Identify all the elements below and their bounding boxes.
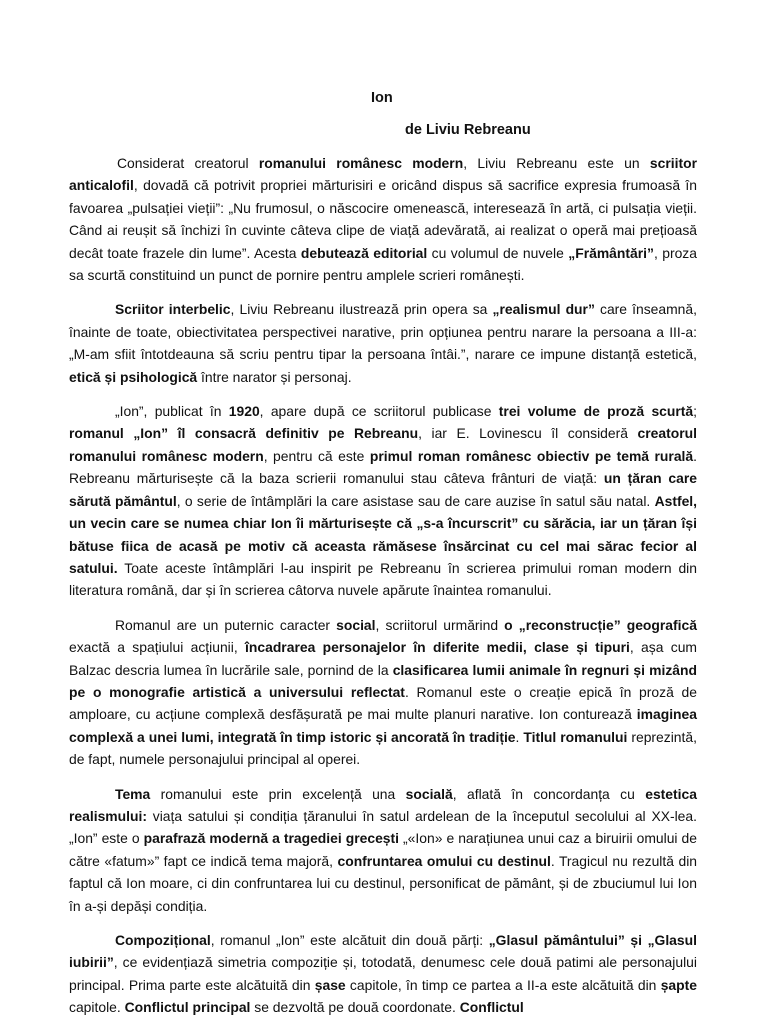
bold-text-run: debutează editorial: [300, 244, 428, 261]
text-run: Romanul are un puternic caracter: [115, 616, 337, 633]
text-run: , apare după ce scriitorul publicase: [259, 403, 499, 420]
bold-text-run: încadrarea personajelor în diferite medii, clase și tipuri: [245, 639, 630, 656]
bold-text-run: o „reconstrucție” geografică: [504, 616, 697, 633]
bold-text-run: scriitor anticalofil: [69, 155, 697, 194]
text-run: Toate aceste întâmplări l-au inspirit pe Rebreanu în scrierea primului roman modern din literatura română, dar și în scrierea câtorva nuvele apărute înaintea romanului.: [69, 559, 697, 599]
bold-text-run: Conflictul: [459, 999, 524, 1016]
text-run: viața satului și condiția țăranului în satul ardelean de la începutul secolului al XX-lea. „Ion” este o: [69, 807, 697, 847]
text-run: . Romanul este o creație epică în proză de amploare, cu acțiune complexă desfășurată pe mai multe planuri narative. Ion conturează: [69, 683, 697, 723]
text-run: Considerat creatorul: [117, 155, 259, 171]
bold-text-run: etică și psihologică: [69, 368, 198, 385]
bold-text-run: Conflictul principal: [124, 999, 251, 1016]
text-run: . Tragicul nu rezultă din faptul că Ion moare, ci din confruntarea lui cu destinul, personificat de pământ, și de zbuciumul lui Ion în a-și depăși condiția.: [69, 852, 698, 914]
text-run: , romanul „Ion” este alcătuit din două părți:: [210, 932, 489, 948]
bold-text-run: șapte: [660, 976, 697, 993]
bold-text-run: trei volume de proză scurtă: [498, 403, 694, 420]
bold-text-run: confruntarea omului cu destinul: [337, 852, 551, 869]
text-run: , iar E. Lovinescu îl consideră: [418, 425, 638, 442]
paragraph-interbelic: [69, 298, 697, 388]
text-run: „Ion”, publicat în: [115, 403, 229, 420]
bold-text-run: „Glasul pământului” și „Glasul iubirii”: [69, 932, 697, 971]
paragraph-composition: [69, 929, 697, 1019]
bold-text-run: șase: [314, 976, 346, 993]
bold-text-run: primul roman românesc obiectiv pe temă rurală: [369, 447, 694, 464]
bold-text-run: un țăran care sărută pământul: [69, 470, 697, 509]
bold-text-run: clasificarea lumii animale în regnuri și mizând pe o monografie artistică a universului reflectat: [69, 661, 697, 700]
text-run: ;: [693, 403, 697, 420]
text-run: , pentru că este: [263, 447, 370, 464]
paragraph-social-character: [69, 614, 697, 771]
bold-text-run: „realismul dur”: [492, 301, 595, 318]
text-run: se dezvoltă pe două coordonate.: [250, 999, 460, 1016]
bold-text-run: Tema: [115, 785, 151, 802]
text-run: , aflată în concordanța cu: [452, 785, 646, 802]
bold-text-run: Scriitor interbelic: [115, 301, 231, 318]
bold-text-run: romanul „Ion” îl consacră definitiv pe Rebreanu: [69, 425, 419, 442]
text-run: romanului este prin excelență una: [150, 785, 406, 802]
text-run: care înseamnă, înainte de toate, obiectivitatea perspectivei narative, prin opțiunea pentru narare la persoana a III-a: „M-am sfiit întotdeauna să scriu pentru tipar la persoana întâi.”, narare ce impune distanță estetică,: [69, 301, 697, 363]
bold-text-run: estetica realismului:: [69, 785, 697, 824]
text-run: , scriitorul urmărind: [375, 616, 505, 633]
text-run: exactă a spațiului acțiunii,: [69, 639, 246, 656]
paragraph-intro: [69, 152, 697, 286]
text-run: „«Ion» e narațiunea unui caz a biruirii omului de către «fatum»” fapt ce indică tema majoră,: [69, 830, 697, 869]
bold-text-run: 1920: [228, 403, 260, 420]
paragraph-publication: [69, 400, 697, 602]
bold-text-run: socială: [405, 785, 453, 802]
bold-text-run: parafrază modernă a tragediei grecești: [143, 830, 400, 847]
text-run: reprezintă, de fapt, numele personajului principal al operei.: [69, 728, 697, 768]
document-title: Ion: [371, 90, 393, 106]
text-run: între narator și personaj.: [197, 368, 352, 385]
text-run: . Rebreanu mărturisește că la baza scrierii romanului stau câteva frânturi de viață:: [69, 447, 697, 487]
text-run: , Liviu Rebreanu este un: [463, 155, 650, 171]
bold-text-run: Astfel, un vecin care se numea chiar Ion îi mărturisește că „s-a încurscrit” cu sărăcia, iar un țăran își bătuse fiica de acasă pe motiv că aceasta rămăsese însărcinat cu cel mai sărac fecior al satului.: [69, 492, 698, 576]
bold-text-run: social: [336, 616, 376, 633]
text-run: , Liviu Rebreanu ilustrează prin opera sa: [230, 301, 493, 318]
document-author-line: de Liviu Rebreanu: [405, 122, 531, 138]
text-run: capitole.: [69, 999, 125, 1016]
bold-text-run: Compozițional: [115, 932, 211, 948]
paragraph-theme: [69, 783, 697, 917]
bold-text-run: Titlul romanului: [523, 728, 628, 745]
text-run: , așa cum Balzac descria lumea în lucrările sale, pornind de la: [69, 639, 697, 678]
text-run: , proza sa scurtă constituind un punct de pornire pentru amplele scrieri românești.: [69, 244, 697, 284]
bold-text-run: creatorul romanului românesc modern: [69, 425, 697, 464]
text-run: cu volumul de nuvele: [427, 244, 569, 261]
bold-text-run: romanului românesc modern: [258, 155, 464, 171]
text-run: , o serie de întâmplări la care asistase sau de care auzise în satul său natal.: [176, 492, 655, 509]
text-run: , dovadă că potrivit propriei mărturisiri e oricând dispus să sacrifice expresia frumoasă în favoarea „pulsației vieții”: „Nu frumosul, o născocire omenească, interesează în artă, ci pulsația vieții. Când ai reușit să închizi în cuvinte câteva clipe de viață adevărată, ai realizat o operă mai prețioasă decât toate frazele din lume”. Acesta: [69, 177, 697, 261]
text-run: .: [515, 728, 524, 745]
bold-text-run: „Frământări”: [568, 244, 654, 261]
bold-text-run: imaginea complexă a unei lumi, integrată în timp istoric și ancorată în tradiție: [69, 706, 697, 745]
text-run: capitole, în timp ce partea a II-a este alcătuită din: [345, 976, 661, 993]
text-run: , ce evidențiază simetria compoziție și, totodată, denumesc cele două patimi ale personajului principal. Prima parte este alcătuită din: [69, 954, 697, 993]
